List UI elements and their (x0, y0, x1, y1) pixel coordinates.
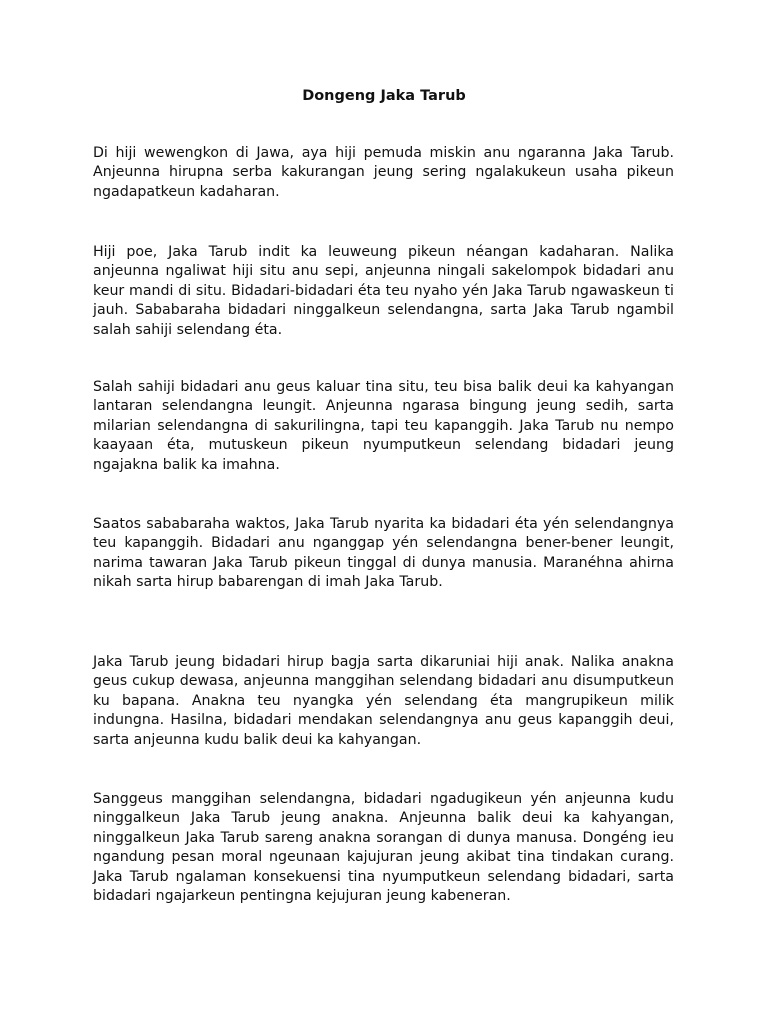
paragraph-4: Saatos sababaraha waktos, Jaka Tarub nyarita ka bidadari éta yén selendangnya teu kapanggih. Bidadari anu nganggap yén selendangna bener-bener leungit, narima tawaran Jaka Tarub pikeun tinggal di dunya manusia. Maranéhna ahirna nikah sarta hirup babarengan di imah Jaka Tarub. (93, 516, 674, 591)
paragraph-5: Jaka Tarub jeung bidadari hirup bagja sarta dikaruniai hiji anak. Nalika anakna geus cukup dewasa, anjeunna manggihan selendang bidadari anu disumputkeun ku bapana. Anakna teu nyangka yén selendang éta mangrupikeun milik indungna. Hasilna, bidadari mendakan selendangnya anu geus kapanggih deui, sarta anjeunna kudu balik deui ka kahyangan. (93, 654, 674, 748)
paragraph-2: Hiji poe, Jaka Tarub indit ka leuweung pikeun néangan kadaharan. Nalika anjeunna ngaliwat hiji situ anu sepi, anjeunna ningali sakelompok bidadari anu keur mandi di situ. Bidadari-bidadari éta teu nyaho yén Jaka Tarub ngawaskeun ti jauh. Sababaraha bidadari ninggalkeun selendangna, sarta Jaka Tarub ngambil salah sahiji selendang éta. (93, 244, 674, 338)
paragraph-6: Sanggeus manggihan selendangna, bidadari ngadugikeun yén anjeunna kudu ninggalkeun Jaka Tarub jeung anakna. Anjeunna balik deui ka kahyangan, ninggalkeun Jaka Tarub sareng anakna sorangan di dunya manusa. Dongéng ieu ngandung pesan moral ngeunaan kajujuran jeung akibat tina tindakan curang. Jaka Tarub ngalaman konsekuensi tina nyumputkeun selendang bidadari, sarta bidadari ngajarkeun pentingna kejujuran jeung kabeneran. (93, 791, 674, 905)
paragraph-1: Di hiji wewengkon di Jawa, aya hiji pemuda miskin anu ngaranna Jaka Tarub. Anjeunna hirupna serba kakurangan jeung sering ngalakukeun usaha pikeun ngadapatkeun kadaharan. (93, 145, 674, 200)
paragraph-3: Salah sahiji bidadari anu geus kaluar tina situ, teu bisa balik deui ka kahyangan lantaran selendangna leungit. Anjeunna ngarasa bingung jeung sedih, sarta milarian selendangna di sakurilingna, tapi teu kapanggih. Jaka Tarub nu nempo kaayaan éta, mutuskeun pikeun nyumputkeun selendang bidadari jeung ngajakna balik ka imahna. (93, 379, 674, 473)
document-title: Dongeng Jaka Tarub (302, 88, 466, 104)
